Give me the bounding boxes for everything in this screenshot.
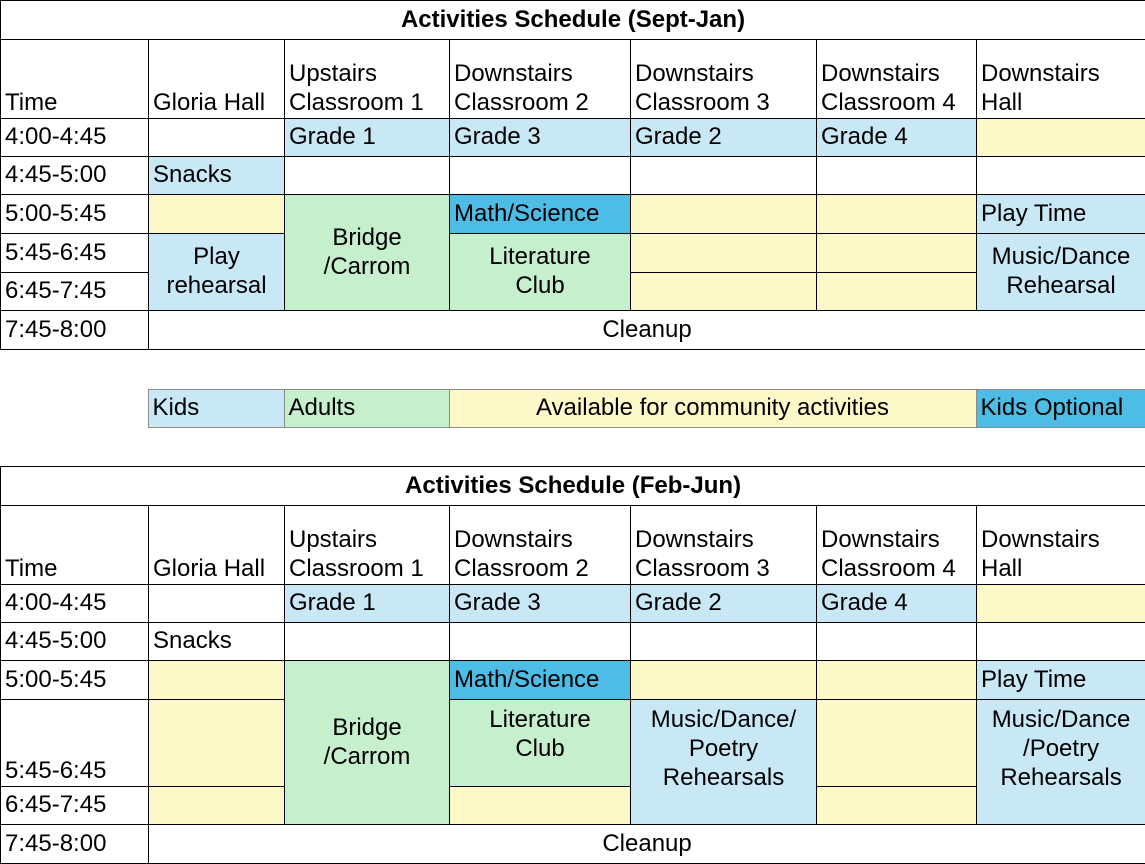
available-cell <box>149 787 285 825</box>
header-time: Time <box>1 506 149 585</box>
empty-cell <box>450 623 631 661</box>
music-dance-poetry-cell: Music/Dance/ Poetry Rehearsals <box>631 700 817 825</box>
time-cell: 5:45-6:45 <box>1 234 149 273</box>
available-cell <box>977 585 1145 623</box>
available-cell <box>817 661 977 700</box>
schedule-feb-jun <box>0 466 1145 864</box>
available-cell <box>977 119 1145 157</box>
bridge-carrom-cell: Bridge /Carrom <box>285 661 450 825</box>
legend-kids-optional: Kids Optional <box>976 389 1145 427</box>
grade-3-cell: Grade 3 <box>450 585 631 623</box>
time-cell: 4:45-5:00 <box>1 623 149 661</box>
cleanup-cell: Cleanup <box>149 825 1145 864</box>
available-cell <box>631 234 817 273</box>
available-cell <box>817 787 977 825</box>
legend <box>0 351 1145 465</box>
header-upstairs-classroom-1: Upstairs Classroom 1 <box>285 40 450 119</box>
empty-cell <box>450 157 631 195</box>
math-science-cell: Math/Science <box>450 195 631 234</box>
header-gloria-hall: Gloria Hall <box>149 506 285 585</box>
time-cell: 5:45-6:45 <box>1 700 149 787</box>
header-gloria-hall: Gloria Hall <box>149 40 285 119</box>
header-upstairs-classroom-1: Upstairs Classroom 1 <box>285 506 450 585</box>
cleanup-cell: Cleanup <box>149 311 1145 350</box>
available-cell <box>149 661 285 700</box>
time-cell: 7:45-8:00 <box>1 311 149 350</box>
empty-cell <box>149 585 285 623</box>
time-cell: 7:45-8:00 <box>1 825 149 864</box>
header-downstairs-hall: Downstairs Hall <box>977 506 1145 585</box>
empty-cell <box>631 157 817 195</box>
header-downstairs-classroom-3: Downstairs Classroom 3 <box>631 506 817 585</box>
available-cell <box>450 787 631 825</box>
grade-2-cell: Grade 2 <box>631 119 817 157</box>
play-time-cell: Play Time <box>977 661 1145 700</box>
empty-cell <box>977 157 1145 195</box>
time-cell: 5:00-5:45 <box>1 195 149 234</box>
header-downstairs-classroom-4: Downstairs Classroom 4 <box>817 40 977 119</box>
schedule-title: Activities Schedule (Sept-Jan) <box>1 1 1145 40</box>
time-cell: 4:00-4:45 <box>1 585 149 623</box>
legend-available: Available for community activities <box>449 389 976 427</box>
header-downstairs-classroom-2: Downstairs Classroom 2 <box>450 40 631 119</box>
schedule-sept-jan <box>0 0 1145 350</box>
empty-cell <box>285 623 450 661</box>
play-time-cell: Play Time <box>977 195 1145 234</box>
available-cell <box>817 195 977 234</box>
grade-3-cell: Grade 3 <box>450 119 631 157</box>
available-cell <box>149 195 285 234</box>
music-dance-poetry-hall-cell: Music/Dance /Poetry Rehearsals <box>977 700 1145 825</box>
grade-1-cell: Grade 1 <box>285 585 450 623</box>
available-cell <box>817 273 977 311</box>
empty-cell <box>817 157 977 195</box>
empty-cell <box>149 119 285 157</box>
time-cell: 6:45-7:45 <box>1 787 149 825</box>
schedule-title: Activities Schedule (Feb-Jun) <box>1 467 1145 506</box>
time-cell: 4:00-4:45 <box>1 119 149 157</box>
header-time: Time <box>1 40 149 119</box>
empty-cell <box>977 623 1145 661</box>
header-downstairs-classroom-3: Downstairs Classroom 3 <box>631 40 817 119</box>
play-rehearsal-cell: Play rehearsal <box>149 234 285 311</box>
empty-cell <box>631 623 817 661</box>
available-cell <box>631 195 817 234</box>
available-cell <box>817 700 977 787</box>
grade-2-cell: Grade 2 <box>631 585 817 623</box>
available-cell <box>149 700 285 787</box>
time-cell: 4:45-5:00 <box>1 157 149 195</box>
time-cell: 5:00-5:45 <box>1 661 149 700</box>
grade-1-cell: Grade 1 <box>285 119 450 157</box>
grade-4-cell: Grade 4 <box>817 119 977 157</box>
legend-kids: Kids <box>148 389 284 427</box>
bridge-carrom-cell: Bridge /Carrom <box>285 195 450 311</box>
available-cell <box>631 661 817 700</box>
empty-cell <box>817 623 977 661</box>
music-dance-rehearsal-cell: Music/Dance Rehearsal <box>977 234 1145 311</box>
header-downstairs-classroom-2: Downstairs Classroom 2 <box>450 506 631 585</box>
available-cell <box>631 273 817 311</box>
legend-adults: Adults <box>284 389 449 427</box>
snacks-cell: Snacks <box>149 157 285 195</box>
header-downstairs-classroom-4: Downstairs Classroom 4 <box>817 506 977 585</box>
literature-club-cell: Literature Club <box>450 234 631 311</box>
empty-cell <box>285 157 450 195</box>
snacks-cell: Snacks <box>149 623 285 661</box>
time-cell: 6:45-7:45 <box>1 273 149 311</box>
available-cell <box>817 234 977 273</box>
math-science-cell: Math/Science <box>450 661 631 700</box>
literature-club-cell: Literature Club <box>450 700 631 787</box>
header-downstairs-hall: Downstairs Hall <box>977 40 1145 119</box>
grade-4-cell: Grade 4 <box>817 585 977 623</box>
